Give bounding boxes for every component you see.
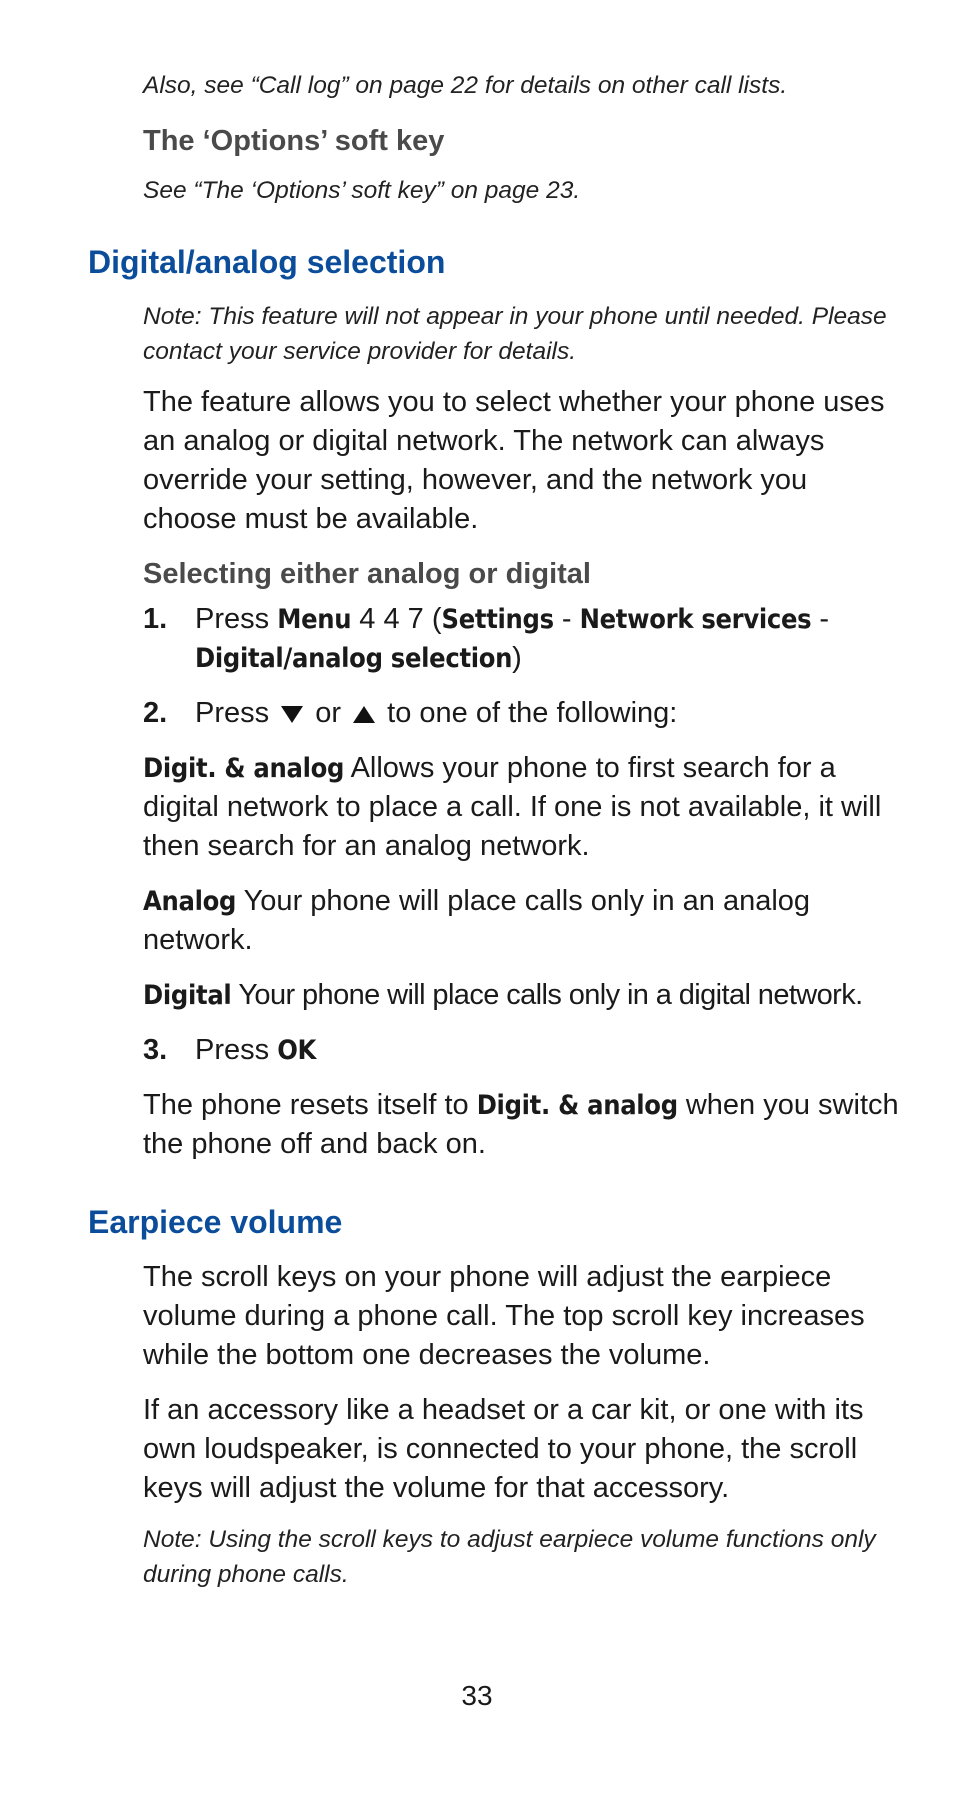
page-number: 33	[461, 1680, 493, 1711]
step-2-text	[195, 694, 903, 733]
earpiece-body-2: If an accessory like a headset or a car kit, or one with its own loudspeaker, is connected to your phone, the scroll keys will adjust the volume for that accessory.	[143, 1394, 864, 1504]
reset-text	[143, 1086, 903, 1164]
step-1-pre: Press	[195, 603, 278, 635]
step-1-close: )	[512, 642, 522, 674]
option-analog-desc: Your phone will place calls only in an analog network.	[143, 885, 811, 956]
network-services-label: Network services	[579, 604, 812, 635]
digital-analog-heading: Digital/analog selection	[88, 244, 446, 280]
option-digit-analog-term: Digit. & analog	[143, 753, 345, 784]
ok-key-label: OK	[277, 1035, 317, 1066]
selecting-subheading: Selecting either analog or digital	[143, 558, 591, 590]
step-1-digits: 4 4 7 (	[351, 603, 442, 635]
menu-key-label: Menu	[277, 604, 352, 635]
earpiece-volume-heading: Earpiece volume	[88, 1204, 343, 1240]
down-arrow-icon	[281, 706, 303, 723]
step-3	[143, 1031, 903, 1070]
reset-term: Digit. & analog	[476, 1090, 678, 1121]
step-3-pre: Press	[195, 1034, 278, 1066]
step-1-sep1: -	[553, 603, 580, 635]
step-2-or: or	[307, 697, 350, 729]
step-2-pre: Press	[195, 697, 278, 729]
option-digital	[143, 976, 903, 1015]
options-soft-key-note: See “The ‘Options’ soft key” on page 23.	[143, 177, 581, 204]
settings-label: Settings	[441, 604, 554, 635]
option-analog	[143, 882, 903, 960]
call-log-note: Also, see “Call log” on page 22 for details on other call lists.	[143, 72, 788, 99]
options-soft-key-heading: The ‘Options’ soft key	[143, 125, 445, 157]
page-content	[88, 68, 903, 1592]
reset-pre: The phone resets itself to	[143, 1089, 477, 1121]
step-1-number: 1.	[143, 603, 168, 635]
step-2-post: to one of the following:	[379, 697, 678, 729]
earpiece-body-1: The scroll keys on your phone will adjust the earpiece volume during a phone call. The top scroll key increases while the bottom one decreases the volume.	[143, 1261, 865, 1371]
option-analog-term: Analog	[143, 886, 237, 917]
step-3-text	[195, 1031, 903, 1070]
digital-analog-selection-label: Digital/analog selection	[195, 643, 513, 674]
earpiece-note: Note: Using the scroll keys to adjust earpiece volume functions only during phone calls.	[143, 1526, 876, 1588]
option-digital-term: Digital	[143, 980, 232, 1011]
step-2	[143, 694, 903, 733]
option-digital-desc: Your phone will place calls only in a digital network.	[231, 979, 863, 1011]
step-3-number: 3.	[143, 1034, 168, 1066]
reset-post: when you switch the phone off and back on.	[143, 1089, 899, 1160]
step-1-sep2: -	[811, 603, 830, 635]
up-arrow-icon	[353, 706, 375, 723]
step-2-number: 2.	[143, 697, 168, 729]
option-digit-analog	[143, 749, 903, 866]
step-1	[143, 600, 903, 678]
digital-analog-note: Note: This feature will not appear in your phone until needed. Please contact your service provider for details.	[143, 303, 887, 365]
digital-analog-body: The feature allows you to select whether your phone uses an analog or digital network. The network can always override your setting, however, and the network you choose must be available.	[143, 386, 885, 535]
step-1-text	[195, 600, 903, 678]
option-digit-analog-desc: Allows your phone to first search for a digital network to place a call. If one is not available, it will then search for an analog network.	[143, 752, 882, 862]
